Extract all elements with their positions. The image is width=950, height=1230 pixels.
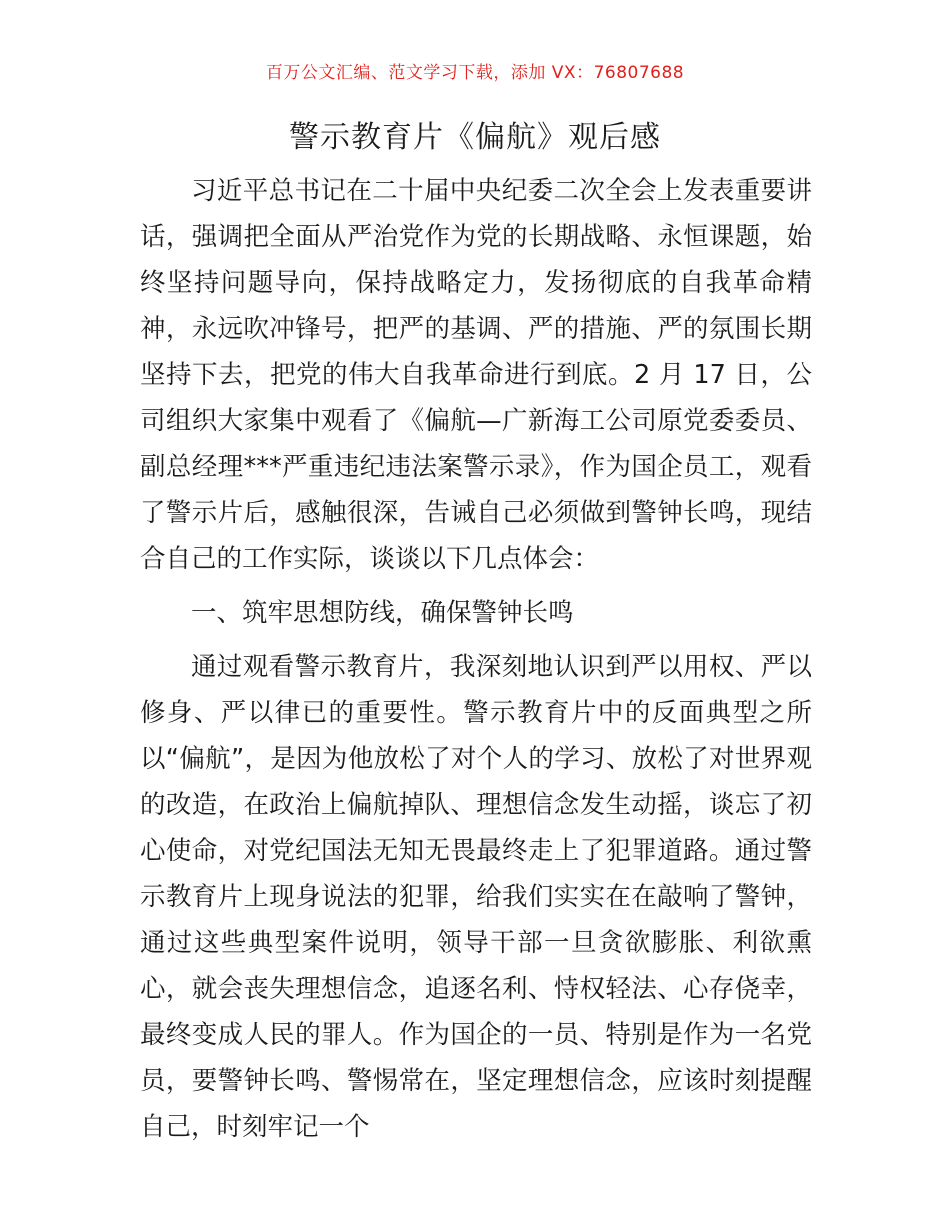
document-title: 警示教育片《偏航》观后感 (289, 120, 661, 155)
header-promo-note: 百万公文汇编、范文学习下载，添加 VX：76807688 (265, 63, 685, 83)
paragraph-intro: 习近平总书记在二十届中央纪委二次全会上发表重要讲话，强调把全面从严治党作为党的长期战略、永恒课题，始终坚持问题导向，保持战略定力，发扬彻底的自我革命精神，永远吹冲锋号，把严的基调、严的措施、严的氛围长期坚持下去，把党的伟大自我革命进行到底。2 月 17 日，公司组织大家集中观看了《偏航—广新海工公司原党委委员、副总经理***严重违纪违法案警示录》，作为国企员工，观看了警示片后，感触很深，告诫自己必须做到警钟长鸣，现结合自己的工作实际，谈谈以下几点体会： (140, 176, 812, 574)
document-body (140, 168, 812, 1150)
section-heading-1: 一、筑牢思想防线，确保警钟长鸣 (191, 598, 574, 628)
paragraph-section-1: 通过观看警示教育片，我深刻地认识到严以用权、严以修身、严以律已的重要性。警示教育片中的反面典型之所以“偏航”，是因为他放松了对个人的学习、放松了对世界观的改造，在政治上偏航掉队、理想信念发生动摇，谈忘了初心使命，对党纪国法无知无畏最终走上了犯罪道路。通过警示教育片上现身说法的犯罪，给我们实实在在敲响了警钟，通过这些典型案件说明，领导干部一旦贪欲膨胀、利欲熏心，就会丧失理想信念，追逐名利、恃权轻法、心存侥幸，最终变成人民的罪人。作为国企的一员、特别是作为一名党员，要警钟长鸣、警惕常在，坚定理想信念，应该时刻提醒自己，时刻牢记一个 (140, 652, 812, 1142)
